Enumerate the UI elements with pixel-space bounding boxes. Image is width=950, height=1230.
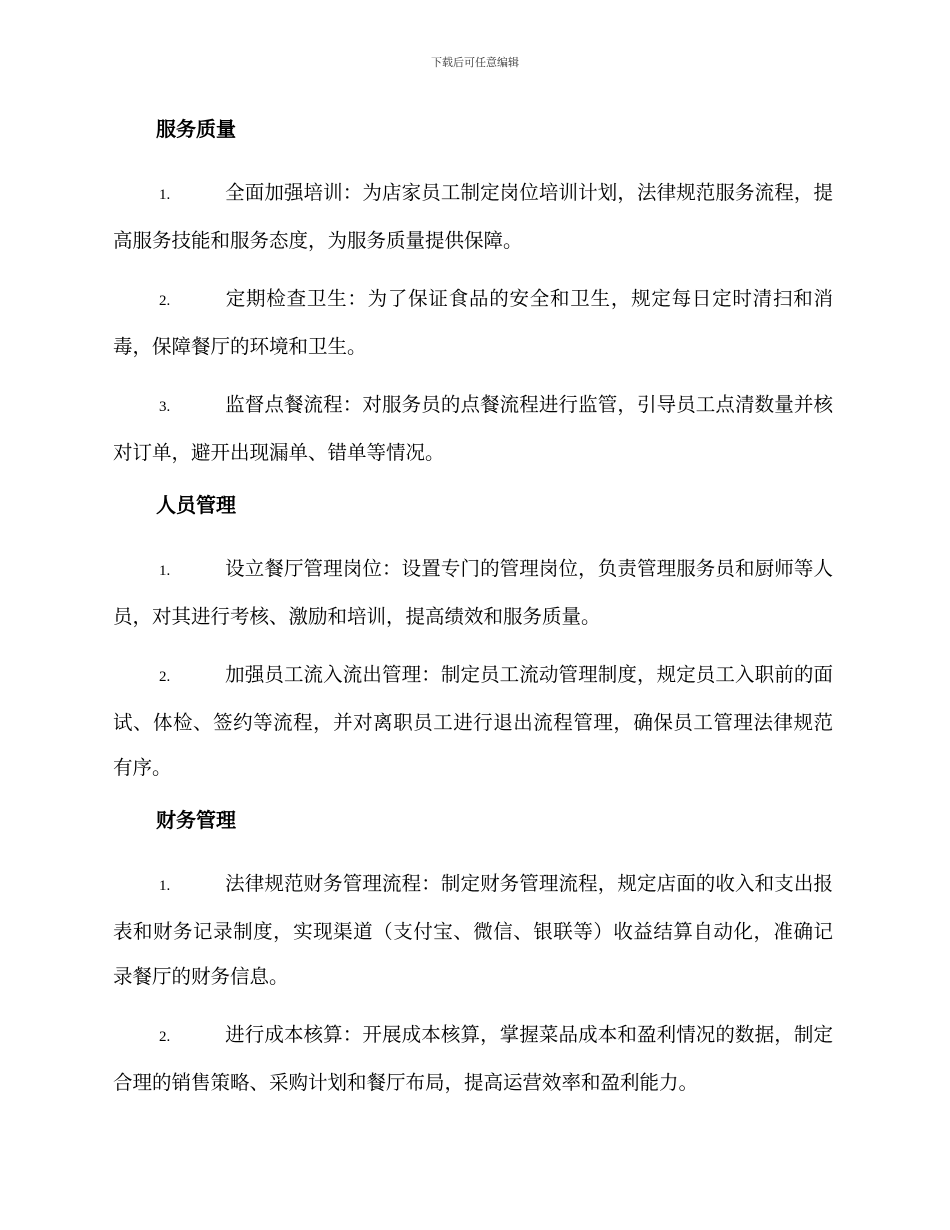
list-item xyxy=(113,276,833,369)
item-number: 1. xyxy=(159,187,171,203)
page-header: 下载后可任意编辑 xyxy=(431,56,519,69)
item-text: 法律规范财务管理流程：制定财务管理流程，规定店面的收入和支出报表和财务记录制度，实现渠道（支付宝、微信、银联等）收益结算自动化，准确记录餐厅的财务信息。 xyxy=(113,872,833,988)
list-item xyxy=(113,861,833,999)
item-number: 2. xyxy=(159,293,171,309)
item-text: 加强员工流入流出管理：制定员工流动管理制度，规定员工入职前的面试、体检、签约等流程，并对离职员工进行退出流程管理，确保员工管理法律规范有序。 xyxy=(113,663,833,779)
list-item xyxy=(113,382,833,475)
list-item xyxy=(113,1012,833,1105)
item-number: 2. xyxy=(159,1029,171,1045)
section-title: 服务质量 xyxy=(156,117,236,141)
item-text: 定期检查卫生：为了保证食品的安全和卫生，规定每日定时清扫和消毒，保障餐厅的环境和卫生。 xyxy=(113,287,833,358)
document-body xyxy=(113,112,833,1118)
item-text: 监督点餐流程：对服务员的点餐流程进行监管，引导员工点清数量并核对订单，避开出现漏单、错单等情况。 xyxy=(113,393,833,464)
item-text: 全面加强培训：为店家员工制定岗位培训计划，法律规范服务流程，提高服务技能和服务态度，为服务质量提供保障。 xyxy=(113,181,833,252)
item-number: 1. xyxy=(159,878,171,894)
item-number: 2. xyxy=(159,669,171,685)
section-title: 财务管理 xyxy=(156,808,236,832)
item-number: 1. xyxy=(159,563,171,579)
list-item xyxy=(113,170,833,263)
item-text: 进行成本核算：开展成本核算，掌握菜品成本和盈利情况的数据，制定合理的销售策略、采购计划和餐厅布局，提高运营效率和盈利能力。 xyxy=(113,1023,833,1094)
list-item xyxy=(113,546,833,639)
section-title: 人员管理 xyxy=(156,493,236,517)
item-number: 3. xyxy=(159,399,171,415)
section-service-quality xyxy=(113,112,833,475)
item-text: 设立餐厅管理岗位：设置专门的管理岗位，负责管理服务员和厨师等人员，对其进行考核、激励和培训，提高绩效和服务质量。 xyxy=(113,557,833,628)
list-item xyxy=(113,652,833,790)
section-personnel-management xyxy=(113,488,833,790)
section-financial-management xyxy=(113,803,833,1105)
